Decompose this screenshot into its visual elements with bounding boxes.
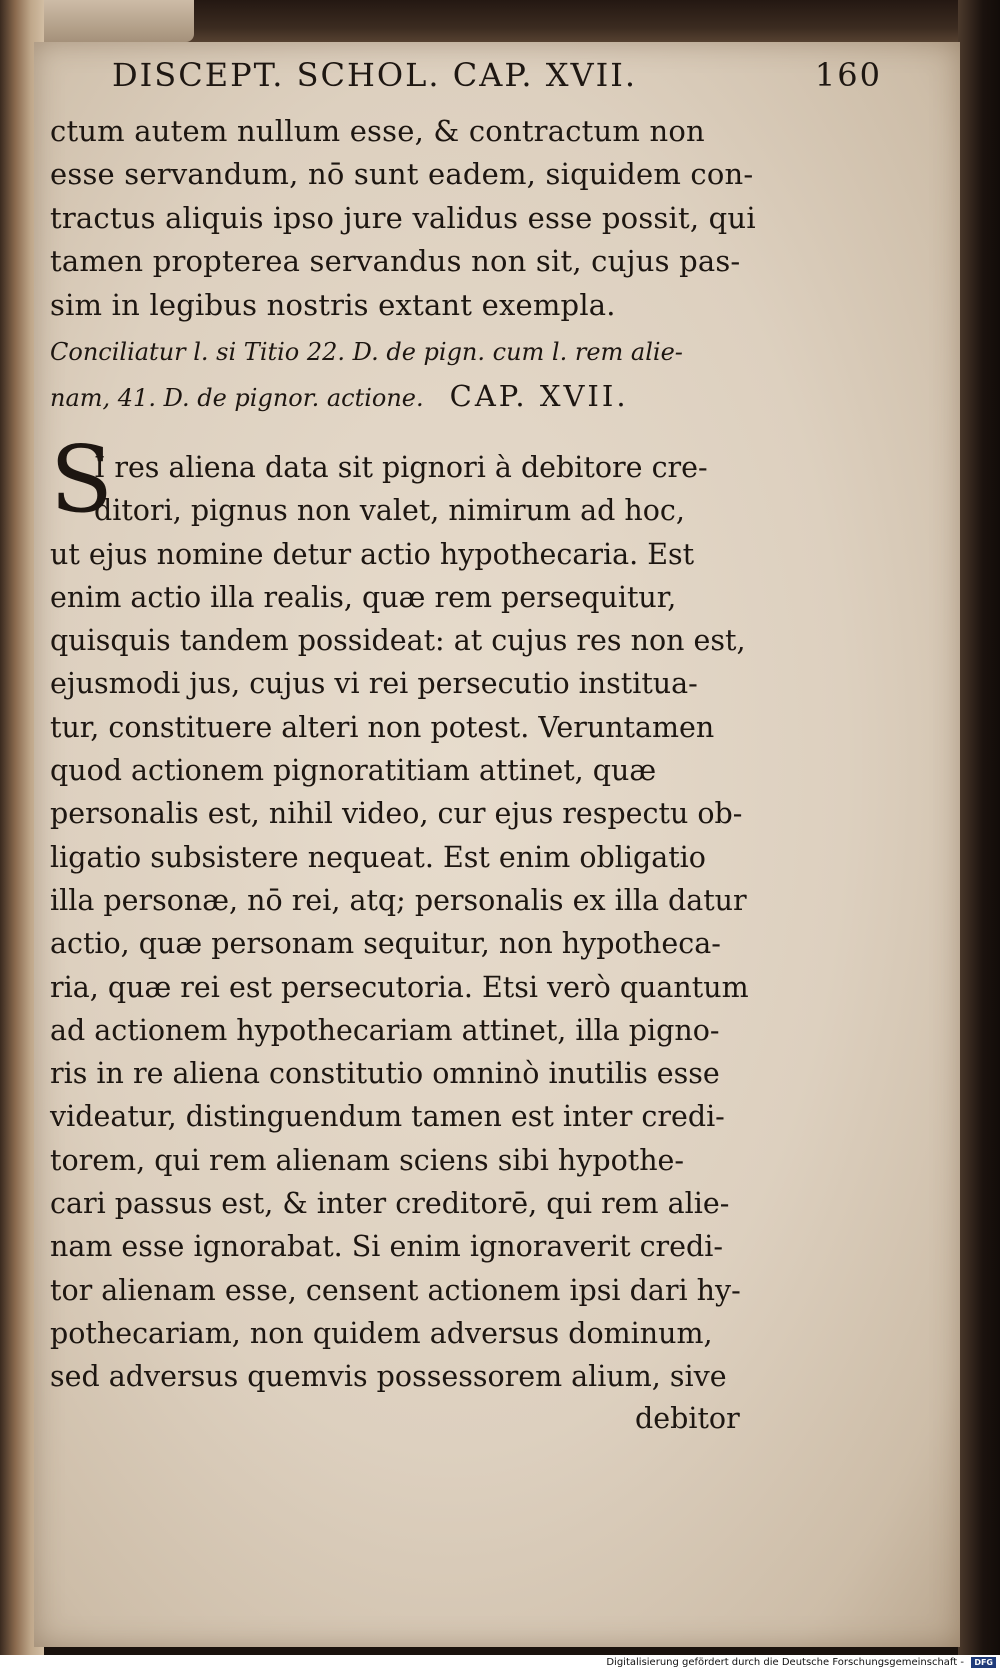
text-line: tamen propterea servandus non sit, cujus pas- <box>50 244 741 279</box>
text-line: ria, quæ rei est persecutoria. Etsi verò quantum <box>50 970 749 1004</box>
text-line: personalis est, nihil video, cur ejus respectu ob- <box>50 797 743 831</box>
text-line: I res aliena data sit pignori à debitore cre- <box>94 451 708 484</box>
text-line: cari passus est, & inter creditorē, qui rem alie- <box>50 1187 730 1221</box>
text-line: enim actio illa realis, quæ rem persequitur, <box>50 580 677 614</box>
heading-line-1: Conciliatur l. si Titio 22. D. de pign. cum l. rem alie- <box>50 338 683 366</box>
text-line: videatur, distinguendum tamen est inter credi- <box>50 1100 725 1134</box>
heading-line-2-text: nam, 41. D. de pignor. actione. <box>50 384 424 412</box>
text-line: torem, qui rem alienam sciens sibi hypothe- <box>50 1143 685 1177</box>
catchword: debitor <box>635 1402 740 1435</box>
dfg-logo: DFG <box>971 1657 996 1668</box>
running-head-title: DISCEPT. SCHOL. CAP. XVII. <box>112 56 638 94</box>
text-line: sim in legibus nostris extant exempla. <box>50 287 616 322</box>
text-line: ad actionem hypothecariam attinet, illa pigno- <box>50 1013 720 1047</box>
book-right-edge <box>958 0 1000 1655</box>
chapter-heading <box>50 330 850 418</box>
text-line: tor alienam esse, censent actionem ipsi dari hy- <box>50 1273 741 1307</box>
running-head <box>112 56 882 102</box>
paragraph-1 <box>50 110 850 327</box>
chapter-label: CAP. XVII. <box>449 379 629 413</box>
text-line: esse servandum, nō sunt eadem, siquidem con- <box>50 157 754 192</box>
text-line: sed adversus quemvis possessorem alium, sive <box>50 1360 727 1394</box>
text-line: quisquis tandem possideat: at cujus res non est, <box>50 624 746 658</box>
book-top-edge <box>0 0 1000 46</box>
page-number: 160 <box>814 56 882 94</box>
paragraph-2 <box>50 446 850 1399</box>
text-line: ditori, pignus non valet, nimirum ad hoc, <box>94 494 685 528</box>
text-line: illa personæ, nō rei, atq; personalis ex illa datur <box>50 883 747 917</box>
text-line: tur, constituere alteri non potest. Veruntamen <box>50 710 715 744</box>
text-line: pothecariam, non quidem adversus dominum, <box>50 1316 713 1350</box>
text-line: nam esse ignorabat. Si enim ignoraverit credi- <box>50 1230 724 1264</box>
digitization-footer <box>0 1655 1000 1670</box>
heading-line-2 <box>50 374 850 418</box>
text-line: ut ejus nomine detur actio hypothecaria. Est <box>50 537 695 571</box>
text-line: ctum autem nullum esse, & contractum non <box>50 114 705 148</box>
text-line: tractus aliquis ipso jure validus esse possit, qui <box>50 200 756 235</box>
text-line: actio, quæ personam sequitur, non hypotheca- <box>50 927 721 961</box>
drop-cap: S <box>50 426 114 533</box>
page-tab <box>24 0 194 42</box>
text-line: quod actionem pignoratitiam attinet, quæ <box>50 754 657 788</box>
funding-credit: Digitalisierung gefördert durch die Deutsche Forschungsgemeinschaft - <box>606 1657 964 1668</box>
text-line: ligatio subsistere nequeat. Est enim obligatio <box>50 840 706 874</box>
text-line: ris in re aliena constitutio omninò inutilis esse <box>50 1057 720 1091</box>
text-line: ejusmodi jus, cujus vi rei persecutio institua- <box>50 667 698 701</box>
